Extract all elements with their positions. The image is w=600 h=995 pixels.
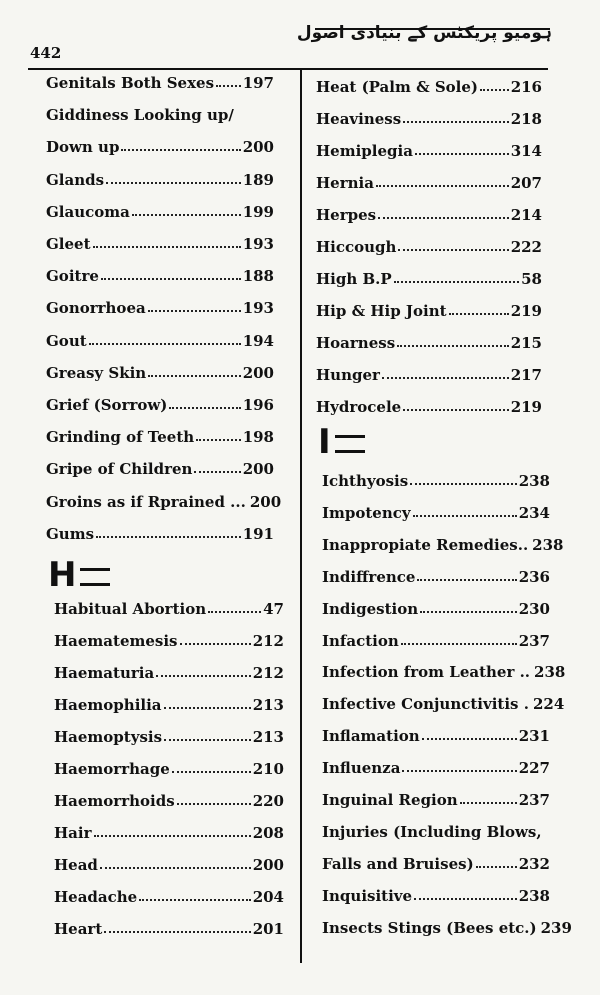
dot-leader [397,344,509,347]
index-term: Grinding of Teeth [46,428,195,447]
dot-leader [402,769,516,772]
dot-leader [476,865,517,868]
page-reference: 200 [252,856,284,874]
page-reference: 212 [252,664,284,682]
index-term: Heaviness [316,110,402,128]
page-reference: 231 [518,727,550,746]
dot-leader [148,374,240,377]
index-entry [54,856,284,874]
index-entry [322,727,550,745]
page-reference: 188 [242,267,274,286]
index-term: Inquisitive [322,886,413,905]
page-reference: 215 [510,334,542,352]
index-entry [322,855,550,873]
index-term: Indigestion [322,599,419,618]
dot-leader [121,148,240,151]
index-term: Hernia [316,174,374,192]
page-reference: 197 [242,74,274,92]
dot-leader [177,802,251,805]
index-entry [316,174,542,192]
dot-leader [94,834,251,837]
dot-leader [132,213,241,216]
index-entry [316,398,542,416]
index-entry [54,824,284,842]
dot-leader [403,120,508,123]
dot-leader [422,737,517,740]
index-term: Indiffrence [322,567,416,586]
index-entry [322,759,550,777]
index-entry [322,823,542,841]
dot-leader [156,674,251,677]
index-entry [322,504,550,522]
dot-leader [403,408,508,411]
page-reference: 237 [518,791,550,809]
index-term: Hydrocele [316,398,402,416]
index-term: Down up [46,138,120,157]
dot-leader [164,706,251,709]
index-term: Gonorrhoea [46,299,146,318]
index-entry [46,267,274,285]
page-reference: 217 [510,366,542,384]
index-entry [322,663,566,682]
index-entry [46,396,274,414]
page-reference: 220 [252,792,284,810]
index-entry [316,110,542,128]
page-reference: 199 [242,202,274,221]
index-entry [322,695,565,714]
index-term: Impotency [322,503,411,522]
dot-leader [216,84,241,87]
dot-leader [89,342,241,345]
index-entry [322,791,550,809]
index-entry [54,632,284,650]
index-entry [46,106,234,124]
page-reference: 238 [534,663,566,682]
dot-leader [415,152,509,155]
dot-leader [208,610,261,613]
page-reference: 208 [252,824,284,842]
page-reference: 212 [252,632,284,650]
index-entry [316,142,542,160]
page-reference: 227 [518,759,550,778]
column-divider [300,68,302,963]
page-reference: 238 [518,886,550,905]
dot-leader [398,248,508,251]
index-entry [322,535,564,554]
index-entry [316,302,542,320]
index-term: Haemophilia [54,696,162,714]
index-term: Inappropiate Remedies.. [322,535,529,554]
page-reference: 189 [242,170,274,189]
index-entry [46,299,274,317]
dot-leader [410,482,516,485]
dot-leader [101,277,241,280]
index-term: Hoarness [316,334,396,352]
letter-i: I [318,422,331,462]
page-reference: 219 [510,302,542,320]
letter-heading-i [318,422,365,462]
index-entry [322,568,550,586]
page-reference: 193 [242,235,274,253]
index-entry [46,138,274,156]
page-reference: 193 [242,299,274,318]
dot-leader [420,610,517,613]
index-entry [54,920,284,938]
page-reference: 239 [540,918,572,937]
index-term: Heat (Palm & Sole) [316,78,479,96]
page-reference: 219 [510,398,542,416]
index-term: Gout [46,331,87,350]
index-entry [46,203,274,221]
index-term: Inflamation [322,727,420,746]
page-reference: 314 [510,142,542,160]
page-reference: 214 [510,206,542,224]
index-term: Herpes [316,206,377,224]
header-rule [28,68,548,70]
dot-leader [164,738,251,741]
dot-leader [376,184,509,187]
letter-i-bars [335,435,365,453]
dot-leader [169,406,240,409]
dot-leader [104,930,250,933]
index-entry [46,332,274,350]
page-reference: 201 [252,920,284,938]
page-reference: 210 [252,760,284,778]
index-entry [54,664,284,682]
letter-h: H [48,555,77,595]
index-term: Gums [46,524,95,543]
letter-heading-h [48,555,110,595]
dot-leader [100,866,251,869]
page-reference: 200 [242,460,274,479]
dot-leader [480,88,509,91]
page-reference: 224 [532,695,565,714]
page-reference: 196 [242,396,274,414]
index-term: Hiccough [316,238,397,256]
index-term: Glaucoma [46,202,130,221]
index-entry [46,525,274,543]
index-term: Influenza [322,759,401,778]
page-reference: 232 [518,854,550,873]
page-reference: 238 [518,472,550,490]
index-entry [54,600,284,618]
dot-leader [460,801,517,804]
index-term: Ichthyosis [322,472,409,490]
index-term: Head [54,856,98,874]
running-title: ہومیو پریکٹس کے بنیادی اصول [296,23,552,43]
index-term: Heart [54,920,103,938]
letter-h-bars [80,568,110,586]
index-entry [54,760,284,778]
dot-leader [414,897,517,900]
dot-leader [180,642,251,645]
index-term: Infection from Leather .. [322,663,531,682]
index-entry [46,492,282,511]
page-reference: 47 [263,600,284,618]
dot-leader [413,514,517,517]
index-entry [46,171,274,189]
page-reference: 194 [242,331,274,350]
page-reference: 200 [242,363,274,382]
index-entry [322,918,572,937]
index-entry [322,600,550,618]
index-term: Infaction [322,631,399,650]
index-term: High B.P [316,270,392,288]
dot-leader [449,312,509,315]
index-term: Greasy Skin [46,363,147,382]
dot-leader [93,245,241,248]
index-entry [316,270,542,288]
dot-leader [394,280,519,283]
index-entry [54,888,284,906]
index-entry [322,472,550,490]
dot-leader [382,376,509,379]
index-term: Haematuria [54,664,155,682]
dot-leader [172,770,251,773]
index-term: Gleet [46,235,91,253]
page-reference: 207 [510,174,542,192]
index-term: Haemoptysis [54,728,163,746]
index-entry [54,696,284,714]
page-reference: 237 [518,631,550,650]
index-term: Hemiplegia [316,142,413,160]
dot-leader [148,309,241,312]
dot-leader [401,642,517,645]
index-entry [46,364,274,382]
index-entry [322,632,550,650]
page-reference: 238 [532,535,564,554]
index-term: Haemorrhoids [54,792,175,810]
page-reference: 222 [510,238,542,256]
dot-leader [96,535,241,538]
index-term: Hip & Hip Joint [316,302,447,320]
page-reference: 218 [510,110,542,128]
index-term: Infective Conjunctivitis . [322,695,529,714]
index-entry [46,74,274,92]
index-term: Goitre [46,267,99,286]
page-reference: 58 [521,270,542,288]
dot-leader [106,181,241,184]
index-entry [316,366,542,384]
index-entry [322,887,550,905]
page-reference: 234 [518,503,550,522]
page-reference: 191 [242,524,274,543]
page-reference: 213 [252,696,284,714]
index-entry [46,460,274,478]
index-entry [46,235,274,253]
index-term: Haematemesis [54,632,178,650]
index-term: Giddiness Looking up/ [46,106,234,125]
dot-leader [417,578,516,581]
page-reference: 230 [518,599,550,618]
page-reference: 200 [242,138,274,157]
page-reference: 200 [249,492,282,511]
index-term: Hair [54,824,92,842]
index-term: Hunger [316,366,380,384]
index-entry [46,428,274,446]
index-term: Insects Stings (Bees etc.) [322,918,537,937]
dot-leader [139,898,250,901]
index-term: Falls and Bruises) [322,854,474,873]
index-entry [316,206,542,224]
index-entry [316,334,542,352]
dot-leader [196,438,241,441]
page-reference: 204 [252,888,284,906]
index-term: Habitual Abortion [54,600,207,618]
page-reference: 216 [510,78,542,96]
index-term: Haemorrhage [54,760,170,778]
index-term: Gripe of Children [46,460,193,479]
index-term: Inguinal Region [322,791,458,809]
page-number: 442 [30,44,62,62]
index-entry [316,238,542,256]
index-term: Headache [54,888,138,906]
index-term: Groins as if Rprained ... [46,492,246,511]
index-entry [316,78,542,96]
page-reference: 198 [242,428,274,447]
index-term: Grief (Sorrow) [46,396,168,414]
index-term: Genitals Both Sexes [46,74,215,92]
page-reference: 213 [252,728,284,746]
index-term: Glands [46,170,105,189]
dot-leader [378,216,509,219]
index-entry [54,728,284,746]
index-term: Injuries (Including Blows, [322,822,542,841]
page-reference: 236 [518,567,550,586]
index-entry [54,792,284,810]
dot-leader [194,470,240,473]
